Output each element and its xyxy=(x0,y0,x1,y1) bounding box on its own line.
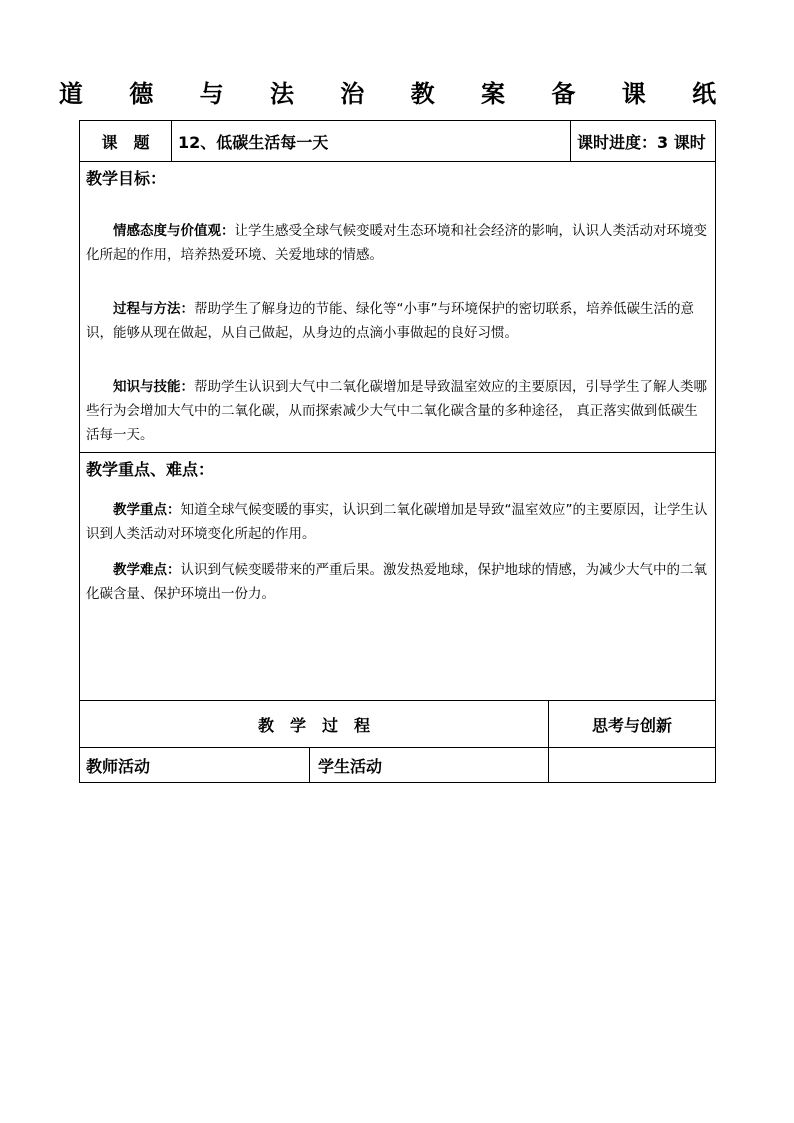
process-heading: 教 学 过 程 xyxy=(257,715,370,735)
key-point-difficulty-text: 认识到气候变暖带来的严重后果。激发热爱地球，保护地球的情感，为减少大气中的二氧化碳含量、保护环境出一份力。 xyxy=(86,562,707,602)
objective-process-label: 过程与方法： xyxy=(113,301,194,317)
objective-process-text: 帮助学生了解身边的节能、绿化等“小事”与环境保护的密切联系，培养低碳生活的意识，能够从现在做起，从自己做起，从身边的点滴小事做起的良好习惯。 xyxy=(86,301,694,341)
objective-knowledge-text: 帮助学生认识到大气中二氧化碳增加是导致温室效应的主要原因，引导学生了解人类哪些行为会增加大气中的二氧化碳，从而探索减少大气中二氧化碳含量的多种途径， 真正落实做到低碳生活每一天。 xyxy=(86,379,707,443)
objective-affective-text: 让学生感受全球气候变暖对生态环境和社会经济的影响，认识人类活动对环境变化所起的作用，培养热爱环境、关爱地球的情感。 xyxy=(86,223,707,263)
student-activity-cell xyxy=(309,747,549,783)
objective-knowledge-label: 知识与技能： xyxy=(113,379,194,395)
key-point-difficulty xyxy=(86,558,709,606)
key-point-focus-label: 教学重点： xyxy=(113,502,181,518)
reflection-empty-cell xyxy=(548,747,716,783)
reflection-heading: 思考与创新 xyxy=(591,715,672,735)
key-point-focus-text: 知道全球气候变暖的事实，认识到二氧化碳增加是导致“温室效应”的主要原因，让学生认识到人类活动对环境变化所起的作用。 xyxy=(86,502,708,542)
key-point-difficulty-label: 教学难点： xyxy=(113,562,181,578)
topic-label: 课 题 xyxy=(101,132,150,152)
progress-label: 课时进度： xyxy=(577,132,658,152)
topic-value-cell xyxy=(171,120,571,162)
teacher-activity-cell xyxy=(79,747,310,783)
student-activity-label: 学生活动 xyxy=(318,756,383,776)
key-points-cell xyxy=(79,452,716,701)
process-heading-cell xyxy=(79,700,549,748)
key-points-heading: 教学重点、难点： xyxy=(86,460,215,479)
objective-process xyxy=(86,297,709,345)
topic-value: 12、低碳生活每一天 xyxy=(178,132,329,152)
teacher-activity-label: 教师活动 xyxy=(86,756,151,776)
objective-affective-label: 情感态度与价值观： xyxy=(113,223,235,239)
topic-label-cell xyxy=(79,120,172,162)
objectives-heading: 教学目标： xyxy=(86,169,167,188)
page-title: 道 德 与 法 治 教 案 备 课 纸 xyxy=(58,80,736,108)
objective-affective xyxy=(86,219,709,267)
objective-knowledge xyxy=(86,375,709,447)
progress-value: 3 课时 xyxy=(657,132,706,152)
progress-cell xyxy=(570,120,716,162)
objectives-cell xyxy=(79,161,716,453)
key-point-focus xyxy=(86,498,709,546)
reflection-heading-cell xyxy=(548,700,716,748)
